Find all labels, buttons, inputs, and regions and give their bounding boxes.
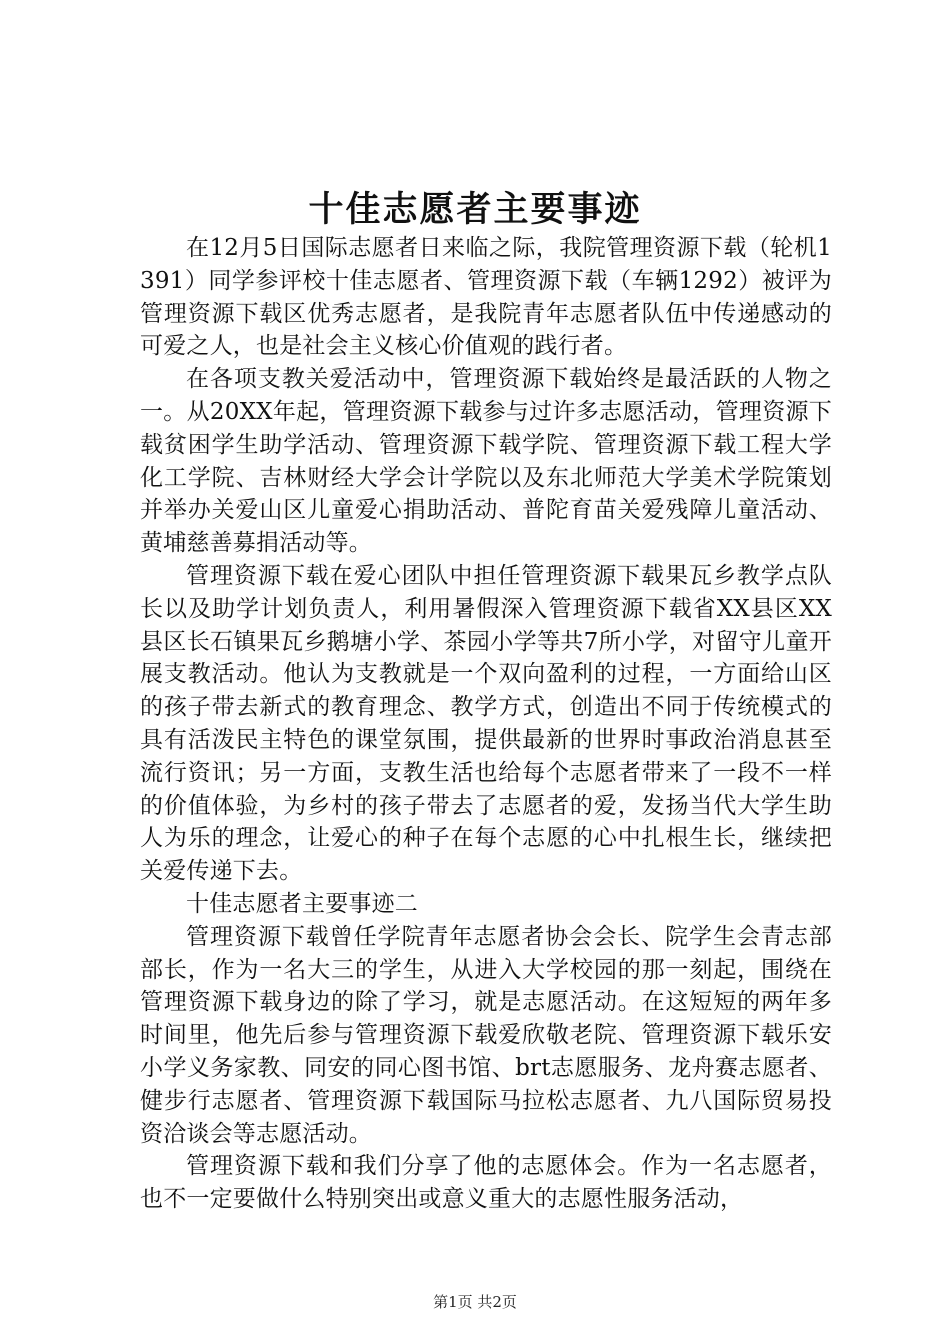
document-body xyxy=(140,232,832,1216)
paragraph: 管理资源下载和我们分享了他的志愿体会。作为一名志愿者，也不一定要做什么特别突出或意义重大的志愿性服务活动， xyxy=(140,1153,832,1213)
paragraph: 管理资源下载在爱心团队中担任管理资源下载果瓦乡教学点队长以及助学计划负责人，利用暑假深入管理资源下载省XX县区XX县区长石镇果瓦乡鹅塘小学、茶园小学等共7所小学，对留守儿童开展支教活动。他认为支教就是一个双向盈利的过程，一方面给山区的孩子带去新式的教育理念、教学方式，创造出不同于传统模式的具有活泼民主特色的课堂氛围，提供最新的世界时事政治消息甚至流行资讯；另一方面，支教生活也给每个志愿者带来了一段不一样的价值体验，为乡村的孩子带去了志愿者的爱，发扬当代大学生助人为乐的理念，让爱心的种子在每个志愿的心中扎根生长，继续把关爱传递下去。 xyxy=(140,562,832,885)
section-subheading: 十佳志愿者主要事迹二 xyxy=(186,890,418,917)
paragraph: 管理资源下载曾任学院青年志愿者协会会长、院学生会青志部部长，作为一名大三的学生，从进入大学校园的那一刻起，围绕在管理资源下载身边的除了学习，就是志愿活动。在这短短的两年多时间里，他先后参与管理资源下载爱欣敬老院、管理资源下载乐安小学义务家教、同安的同心图书馆、brt志愿服务、龙舟赛志愿者、健步行志愿者、管理资源下载国际马拉松志愿者、九八国际贸易投资洽谈会等志愿活动。 xyxy=(140,923,832,1147)
page-footer: 第1页 共2页 xyxy=(433,1293,517,1311)
document-title: 十佳志愿者主要事迹 xyxy=(308,189,642,230)
paragraph: 在12月5日国际志愿者日来临之际，我院管理资源下载（轮机1391）同学参评校十佳志愿者、管理资源下载（车辆1292）被评为管理资源下载区优秀志愿者，是我院青年志愿者队伍中传递感动的可爱之人，也是社会主义核心价值观的践行者。 xyxy=(140,235,832,360)
paragraph: 在各项支教关爱活动中，管理资源下载始终是最活跃的人物之一。从20XX年起，管理资源下载参与过许多志愿活动，管理资源下载贫困学生助学活动、管理资源下载学院、管理资源下载工程大学化工学院、吉林财经大学会计学院以及东北师范大学美术学院策划并举办关爱山区儿童爱心捐助活动、普陀育苗关爱残障儿童活动、黄埔慈善募捐活动等。 xyxy=(140,366,832,557)
